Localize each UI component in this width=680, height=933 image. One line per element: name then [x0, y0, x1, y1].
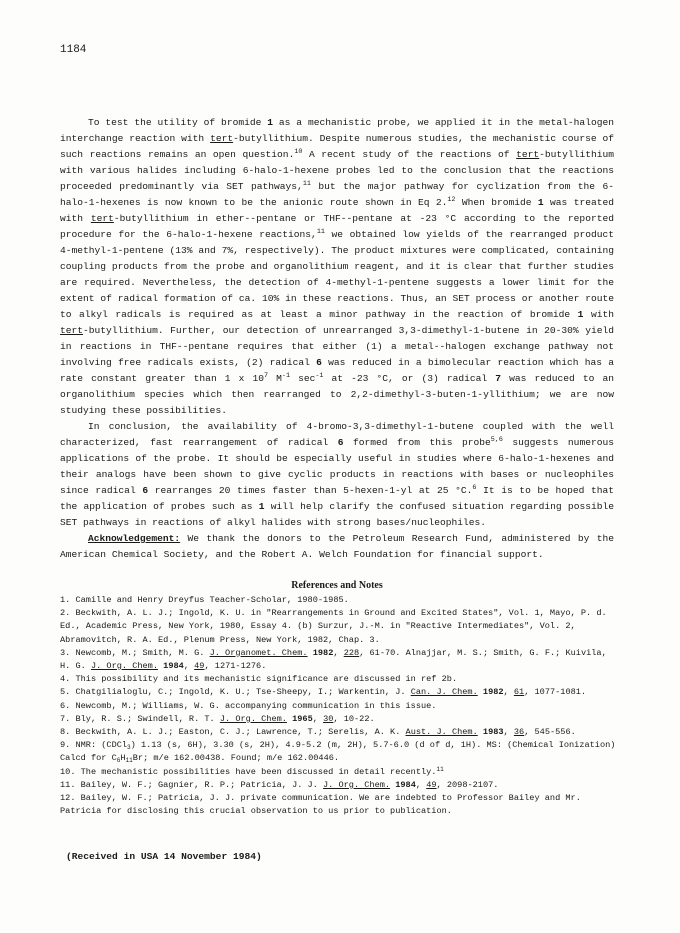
body-paragraph: To test the utility of bromide 1 as a mechanistic probe, we applied it in the metal-halogen interchange reaction with tert-butyllithium. Despite numerous studies, the mechanistic course of such reactions remains an open question.$^{10}$ A recent study of the reactions of tert-butyllithium with various halides including 6-halo-1-hexene probes led to the conclusion that the reactions proceeded predominantly via SET pathways,$^{11}$ but the major pathway for cyclization from the 6-halo-1-hexenes is now known to be the anionic route shown in Eq 2.12 When bromide 1 was treated with tert-butyllithium in ether--pentane or THF--pentane at -23 °C according to the reported procedure for the 6-halo-1-hexene reactions,$^{11}$ we obtained low yields of the rearranged product 4-methyl-1-pentene (13% and 7%, respectively). The product mixtures were complicated, containing coupling products from the probe and organolithium reagent, and it is clear that further studies are required. Nevertheless, the detection of 4-methyl-1-pentene suggests a lower limit for the extent of radical formation of ca. 10% in these reactions. Thus, an SET process or another route to alkyl radicals is required as at least a minor pathway in the reaction of bromide 1 with tert-butyllithium. Further, our detection of unrearranged 3,3-dimethyl-1-butene in 20-30% yield in reactions in THF--pentane requires that either (1) a metal--halogen exchange pathway not involving free radicals exists, (2) radical 6 was reduced in a bimolecular reaction which has a rate constant greater than 1 x $10^7$ $M^{-1}$ $\sec^{-1}$ at -23 °C, or (3) radical 7 was reduced to an organolithium species which then rearranged to 2,2-dimethyl-3-buten-1-yllithium; we are now studying these possibilities. [60, 117, 615, 416]
reference-item: 3. Newcomb, M.; Smith, M. G. J. Organomet. Chem. 1982, 228, 61-70. Alnajjar, M. S.; Smith, G. F.; Kuivila, H. G. J. Org. Chem. 1984, 49, 1271-1276. [60, 647, 607, 672]
reference-item: 7. Bly, R. S.; Swindell, R. T. J. Org. Chem. 1965, 30, 10-22. [60, 713, 375, 724]
reference-item: 1. Camille and Henry Dreyfus Teacher-Scholar, 1980-1985. [60, 595, 349, 605]
reference-item: 6. Newcomb, M.; Williams, W. G. accompanying communication in this issue. [60, 700, 437, 711]
acknowledgement [60, 531, 614, 563]
reference-item: 12. Bailey, W. F.; Patricia, J. J. private communication. We are indebted to Professor Bailey and Mr. Patricia for disclosing this crucial observation to us prior to publication. [60, 793, 581, 817]
reference-item: 11. Bailey, W. F.; Gagnier, R. P.; Patricia, J. J. J. Org. Chem. 1984, 49, 2098-2107. [60, 779, 499, 790]
reference-item: 5. Chatgilialoglu, C.; Ingold, K. U.; Tse-Sheepy, I.; Warkentin, J. Can. J. Chem. 1982, 61, 1077-1081. [60, 687, 587, 698]
acknowledgement-text: We thank the donors to the Petroleum Research Fund, administered by the American Chemical Society, and the Robert A. Welch Foundation for financial support. [60, 533, 614, 560]
reference-item: 10. The mechanistic possibilities have been discussed in detail recently.$^{11}$ [60, 765, 444, 777]
references-list [60, 594, 620, 818]
references-heading: References and Notes [291, 580, 383, 591]
reference-item: 9. NMR: (CDCl$_3$) 1.13 (s, 6H), 3.30 (s, 2H), 4.9-5.2 (m, 2H), 5.7-6.0 (d of d, 1H). MS: (Chemical Ionization) Calcd for $C_6H_{11}Br$; m/e 162.00438. Found; m/e 162.00446. [60, 740, 616, 765]
page-number: 1184 [60, 44, 87, 56]
reference-item: 2. Beckwith, A. L. J.; Ingold, K. U. in "Rearrangements in Ground and Excited States", Vol. 1, Mayo, P. d. Ed., Academic Press, New York, 1980, Essay 4. (b) Surzur, J.-M. in "Reactive Intermediates", Vol. 2, Abramovitch, R. A. Ed., Plenum Press, New York, 1982, Chap. 3. [60, 608, 607, 645]
reference-item: 8. Beckwith, A. L. J.; Easton, C. J.; Lawrence, T.; Serelis, A. K. Aust. J. Chem. 1983, 36, 545-556. [60, 727, 576, 738]
received-date: (Received in USA 14 November 1984) [66, 851, 262, 862]
article-body [60, 115, 614, 563]
reference-item: 4. This possibility and its mechanistic significance are discussed in ref 2b. [60, 674, 458, 685]
body-paragraph: In conclusion, the availability of 4-bromo-3,3-dimethyl-1-butene coupled with the well characterized, fast rearrangement of radical 6 formed from this probe$^{5,6}$ suggests numerous applications of the probe. It should be especially useful in studies where 6-halo-1-hexenes and their analogs have been shown to give cyclic products in reactions with bases or nucleophiles since radical 6 rearranges 20 times faster than 5-hexen-1-yl at 25 °C.$^6$ It is to be hoped that the application of probes such as 1 will help clarify the confused situation regarding possible SET pathways in reactions of alkyl halides with strong bases/nucleophiles. [60, 421, 614, 528]
acknowledgement-label: Acknowledgement: [88, 533, 181, 544]
